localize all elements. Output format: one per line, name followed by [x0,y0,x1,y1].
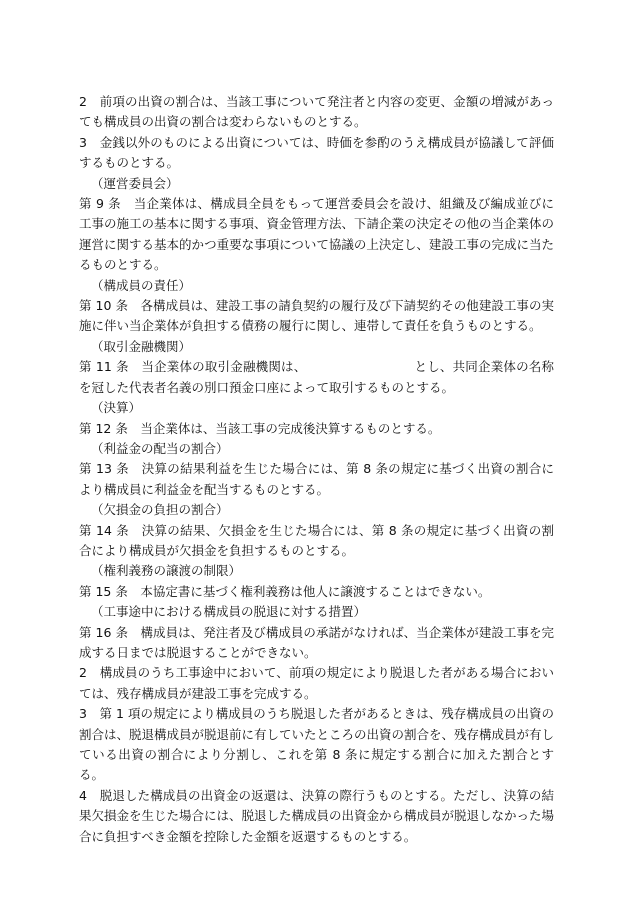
clause-paragraph: 第 11 条 当企業体の取引金融機関は、 とし、共同企業体の名称を冠した代表者名義の別口預金口座によって取引するものとする。 [79,359,554,395]
clause-paragraph: 第 14 条 決算の結果、欠損金を生じた場合には、第 8 条の規定に基づく出資の割合により構成員が欠損金を負担するものとする。 [79,522,554,558]
clause-paragraph: 2 構成員のうち工事途中において、前項の規定により脱退した者がある場合においては、残存構成員が建設工事を完成する。 [79,665,554,701]
section-heading: （工事途中における構成員の脱退に対する措置） [91,604,367,620]
clause-paragraph: 4 脱退した構成員の出資金の返還は、決算の際行うものとする。ただし、決算の結果欠損金を生じた場合には、脱退した構成員の出資金から構成員が脱退しなかった場合に負担すべき金額を控除した金額を返還するものとする。 [79,787,555,844]
document-page [79,92,554,847]
clause-paragraph: 第 10 条 各構成員は、建設工事の請負契約の履行及び下請契約その他建設工事の実施に伴い当企業体が負担する債務の履行に関し、連帯して責任を負うものとする。 [79,298,554,334]
clause-paragraph: 第 12 条 当企業体は、当該工事の完成後決算するものとする。 [79,420,441,436]
section-heading: （決算） [91,400,142,416]
section-heading: （権利義務の譲渡の制限） [91,563,242,579]
section-heading: （利益金の配当の割合） [91,440,229,456]
section-heading: （運営委員会） [91,175,179,191]
section-heading: （構成員の責任） [91,277,192,293]
clause-paragraph: 3 第 1 項の規定により構成員のうち脱退した者があるときは、残存構成員の出資の割合は、脱退構成員が脱退前に有していたところの出資の割合を、残存構成員が有している出資の割合により分割し、これを第 8 条に規定する割合に加えた割合とする。 [79,706,555,783]
clause-paragraph: 第 15 条 本協定書に基づく権利義務は他人に譲渡することはできない。 [79,583,491,599]
clause-paragraph: 2 前項の出資の割合は、当該工事について発注者と内容の変更、金額の増減があっても構成員の出資の割合は変わらないものとする。 [79,94,554,130]
section-heading: （取引金融機関） [91,338,192,354]
clause-paragraph: 第 13 条 決算の結果利益を生じた場合には、第 8 条の規定に基づく出資の割合により構成員に利益金を配当するものとする。 [79,461,554,497]
clause-paragraph: 第 16 条 構成員は、発注者及び構成員の承諾がなければ、当企業体が建設工事を完成する日までは脱退することができない。 [79,624,554,660]
clause-paragraph: 第 9 条 当企業体は、構成員全員をもって運営委員会を設け、組織及び編成並びに工事の施工の基本に関する事項、資金管理方法、下請企業の決定その他の当企業体の運営に関する基本的かつ重要な事項について協議の上決定し、建設工事の完成に当たるものとする。 [79,196,555,273]
clause-paragraph: 3 金銭以外のものによる出資については、時価を参酌のうえ構成員が協議して評価するものとする。 [79,134,554,171]
section-heading: （欠損金の負担の割合） [91,502,229,518]
